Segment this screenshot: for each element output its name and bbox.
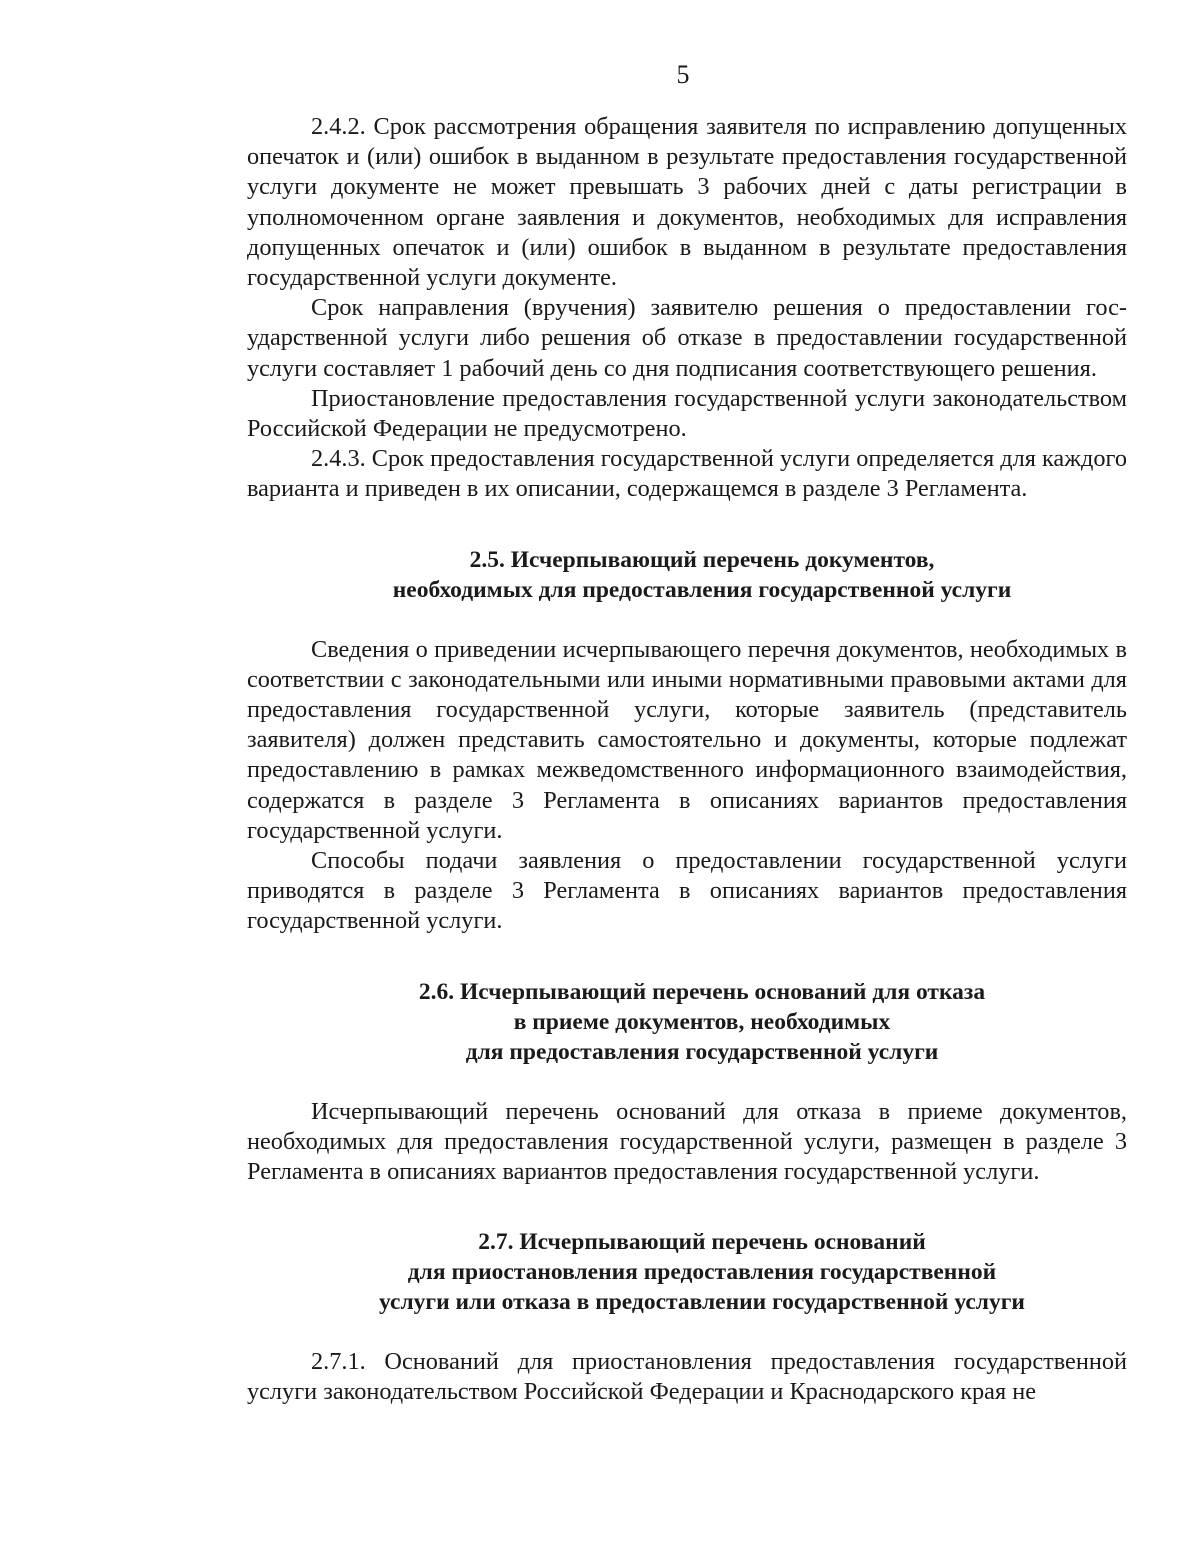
- spacer: [247, 1317, 1127, 1347]
- heading-2-6-line-3: для предоставления государственной услуги: [465, 1038, 939, 1065]
- heading-2-5-line-1: 2.5. Исчерпывающий перечень документов,: [469, 546, 935, 573]
- paragraph-2-7-1: 2.7.1. Оснований для приостановления предоставления государственной услуги законодательством Российской Федерации и Краснодарского края не: [247, 1348, 1127, 1406]
- heading-2-6-line-2: в приеме документов, необходимых: [513, 1008, 891, 1035]
- document-body: [247, 112, 1127, 1408]
- paragraph-delivery-term: Срок направления (вручения) заявителю решения о предоставлении государственной услуги либо решения об отказе в предоставлении государственной услуги составляет 1 рабочий день со дня подписания соответствующего решения.: [247, 294, 1127, 382]
- paragraph-2-4-3: 2.4.3. Срок предоставления государственной услуги определяется для каждого варианта и приведен в их описании, содержащемся в разделе 3 Регламента.: [247, 445, 1127, 503]
- spacer: [247, 605, 1127, 635]
- paragraph-documents-list: Сведения о приведении исчерпывающего перечня документов, необходимых в соответствии с законодательными или иными нормативными правовыми актами для предоставления государственной услуги, которые заявитель (представитель заявителя) должен представить самостоятельно и документы, которые подлежат предоставлению в рамках межведомственного информационного взаимодействия, содержатся в разделе 3 Регламента в описаниях вариантов предоставления государственной услуги.: [247, 635, 1127, 844]
- spacer: [247, 937, 1127, 977]
- paragraph-submission-methods: Способы подачи заявления о предоставлении государственной услуги приводятся в разделе 3 Регламента в описаниях вариантов предоставления государственной услуги.: [247, 847, 1127, 935]
- heading-2-6: [247, 977, 1127, 1067]
- paragraph-2-4-2: 2.4.2. Срок рассмотрения обращения заявителя по исправлению допущенных опечаток и (или) ошибок в выданном в результате предоставления государственной услуги документе не может превышать 3 рабочих дней с даты регистрации в уполномоченном органе заявления и документов, необходимых для исправления допущенных опечаток и (или) ошибок в выданном в результате предоставления государственной услуги документе.: [247, 113, 1127, 292]
- page-number: 5: [676, 60, 690, 89]
- heading-2-5-line-2: необходимых для предоставления государственной услуги: [392, 576, 1012, 603]
- heading-2-7-line-1: 2.7. Исчерпывающий перечень оснований: [478, 1229, 926, 1256]
- heading-2-7: [247, 1227, 1127, 1317]
- heading-2-7-line-3: услуги или отказа в предоставлении государственной услуги: [379, 1289, 1025, 1316]
- paragraph-suspension-not-provided: Приостановление предоставления государственной услуги законодательством Российской Федерации не предусмотрено.: [247, 384, 1127, 443]
- paragraph-refusal-grounds: Исчерпывающий перечень оснований для отказа в приеме документов, необходимых для предоставления государственной услуги, размещен в разделе 3 Регламента в описаниях вариантов предоставления государственной услуги.: [247, 1097, 1127, 1186]
- heading-2-7-line-2: для приостановления предоставления государственной: [407, 1259, 997, 1286]
- spacer: [247, 505, 1127, 545]
- heading-2-5: [247, 545, 1127, 605]
- spacer: [247, 1067, 1127, 1097]
- spacer: [247, 1187, 1127, 1227]
- heading-2-6-line-1: 2.6. Исчерпывающий перечень оснований для отказа: [418, 978, 986, 1005]
